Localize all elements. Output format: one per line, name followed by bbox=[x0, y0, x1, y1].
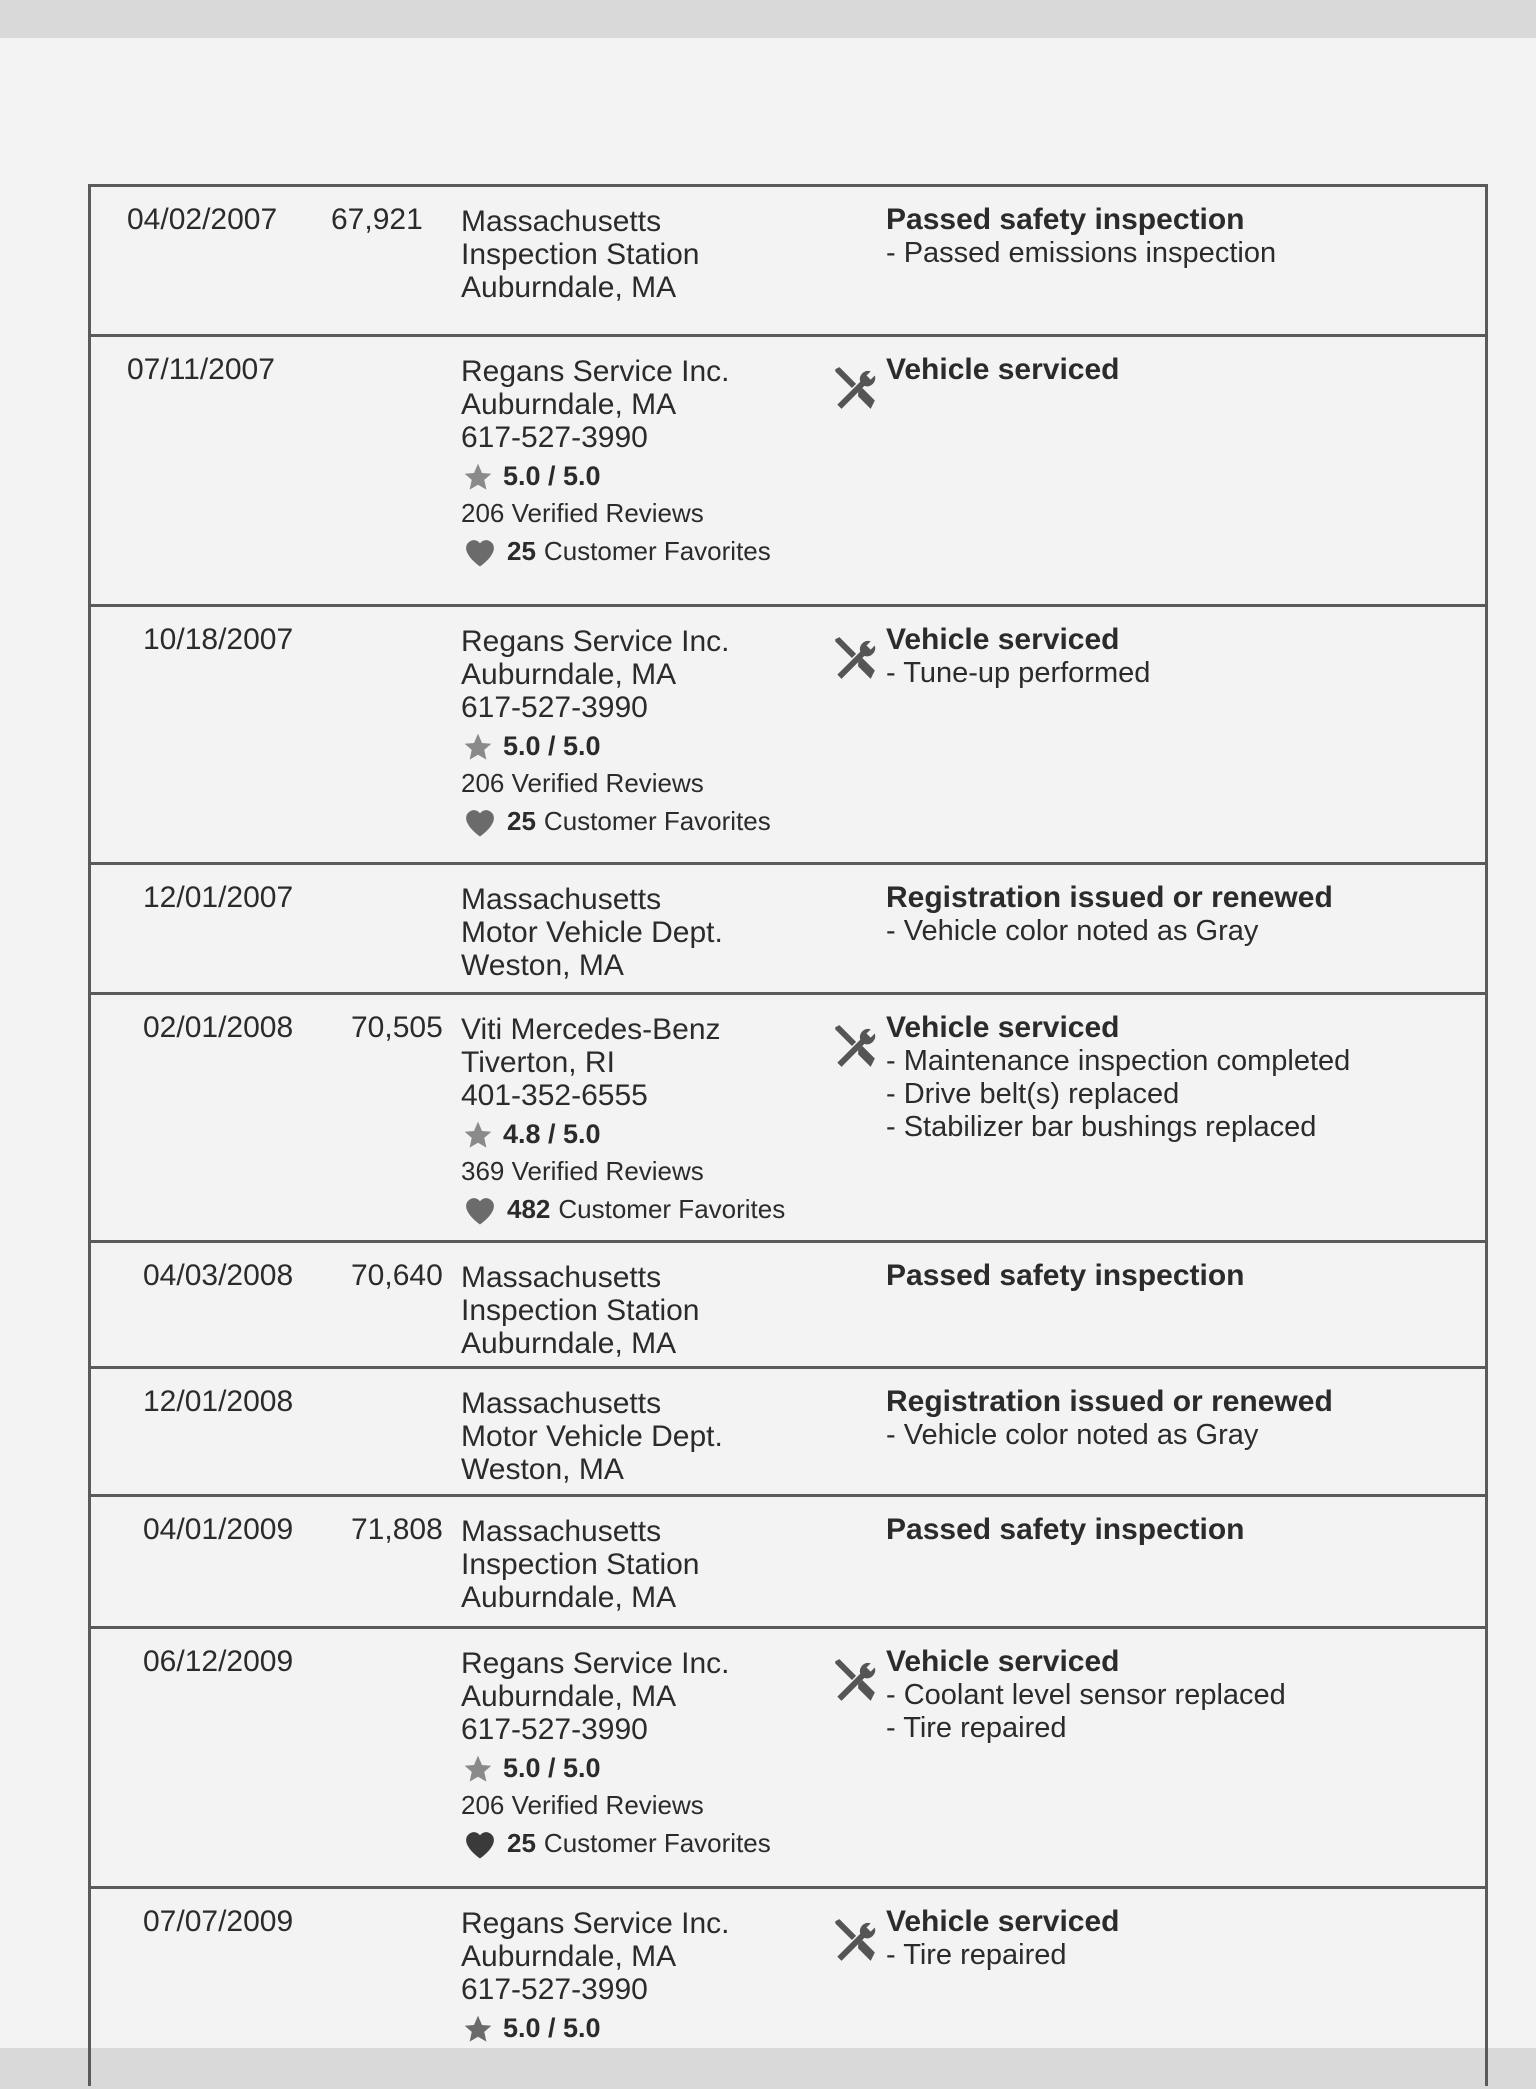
rating-value: 5.0 / 5.0 bbox=[503, 461, 601, 491]
record-events bbox=[886, 353, 1120, 387]
event-title: Vehicle serviced bbox=[886, 623, 1120, 656]
source-line: Massachusetts bbox=[461, 883, 662, 916]
wrench-screwdriver-icon bbox=[829, 633, 879, 683]
record-source bbox=[461, 1013, 785, 1226]
source-line: 617-527-3990 bbox=[461, 691, 648, 724]
record-source bbox=[461, 1907, 729, 2045]
favorites-label: Customer Favorites bbox=[543, 1827, 771, 1858]
record-source bbox=[461, 1515, 700, 1614]
record-date: 04/03/2008 bbox=[143, 1259, 294, 1292]
wrench-screwdriver-icon bbox=[829, 1915, 879, 1965]
record-events bbox=[886, 203, 1276, 270]
heart-icon bbox=[461, 804, 499, 838]
reviews-count: 206 Verified Reviews bbox=[461, 768, 704, 798]
event-detail: - Vehicle color noted as Gray bbox=[886, 915, 1259, 947]
rating-value: 5.0 / 5.0 bbox=[503, 1753, 601, 1783]
event-detail: - Maintenance inspection completed bbox=[886, 1045, 1351, 1077]
heart-icon bbox=[461, 1192, 499, 1226]
source-line: Auburndale, MA bbox=[461, 271, 677, 304]
record-date: 07/07/2009 bbox=[143, 1905, 294, 1938]
event-title: Vehicle serviced bbox=[886, 1905, 1120, 1938]
heart-icon bbox=[461, 1826, 499, 1860]
reviews-count: 206 Verified Reviews bbox=[461, 498, 704, 528]
favorites-label: Customer Favorites bbox=[558, 1193, 786, 1224]
rating bbox=[461, 730, 771, 763]
source-line: Motor Vehicle Dept. bbox=[461, 916, 723, 949]
record-date: 10/18/2007 bbox=[143, 623, 294, 656]
favorites-label: Customer Favorites bbox=[543, 805, 771, 836]
wrench-screwdriver-icon bbox=[829, 1655, 879, 1705]
event-title: Vehicle serviced bbox=[886, 1011, 1120, 1044]
record-events bbox=[886, 623, 1150, 690]
record-odometer: 70,505 bbox=[351, 1011, 443, 1044]
record-source bbox=[461, 1647, 771, 1860]
table-row bbox=[91, 995, 1485, 1243]
star-icon bbox=[461, 731, 495, 763]
record-events bbox=[886, 1385, 1333, 1452]
source-line: Weston, MA bbox=[461, 949, 624, 982]
event-detail: - Coolant level sensor replaced bbox=[886, 1679, 1286, 1711]
source-line: 617-527-3990 bbox=[461, 1713, 648, 1746]
favorites bbox=[461, 804, 771, 838]
event-detail: - Stabilizer bar bushings replaced bbox=[886, 1111, 1317, 1143]
heart-icon bbox=[461, 534, 499, 568]
record-date: 07/11/2007 bbox=[127, 353, 275, 386]
source-line: Regans Service Inc. bbox=[461, 1647, 730, 1680]
table-row bbox=[91, 1889, 1485, 2089]
favorites-count: 25 bbox=[507, 535, 536, 566]
rating-value: 5.0 / 5.0 bbox=[503, 2013, 601, 2043]
source-line: Weston, MA bbox=[461, 1453, 624, 1486]
record-odometer: 71,808 bbox=[351, 1513, 443, 1546]
record-events bbox=[886, 1513, 1244, 1547]
star-icon bbox=[461, 1119, 495, 1151]
record-events bbox=[886, 881, 1333, 948]
record-events bbox=[886, 1905, 1120, 1972]
source-line: 617-527-3990 bbox=[461, 1973, 648, 2006]
source-line: 617-527-3990 bbox=[461, 421, 648, 454]
source-line: Massachusetts bbox=[461, 205, 662, 238]
favorites-count: 25 bbox=[507, 805, 536, 836]
source-line: 401-352-6555 bbox=[461, 1079, 648, 1112]
table-row bbox=[91, 1497, 1485, 1629]
record-source bbox=[461, 625, 771, 838]
record-date: 04/02/2007 bbox=[127, 203, 278, 236]
source-line: Massachusetts bbox=[461, 1261, 662, 1294]
event-detail: - Vehicle color noted as Gray bbox=[886, 1419, 1259, 1451]
wrench-screwdriver-icon bbox=[829, 363, 879, 413]
rating-value: 4.8 / 5.0 bbox=[503, 1119, 601, 1149]
favorites bbox=[461, 534, 771, 568]
record-date: 06/12/2009 bbox=[143, 1645, 294, 1678]
table-row bbox=[91, 1629, 1485, 1889]
event-detail: - Tire repaired bbox=[886, 1939, 1067, 1971]
record-source bbox=[461, 1387, 723, 1486]
paper-sheet bbox=[0, 38, 1536, 2048]
reviews-count: 369 Verified Reviews bbox=[461, 1156, 704, 1186]
event-title: Passed safety inspection bbox=[886, 203, 1245, 236]
record-odometer: 70,640 bbox=[351, 1259, 443, 1292]
record-events bbox=[886, 1645, 1286, 1745]
event-title: Passed safety inspection bbox=[886, 1513, 1245, 1546]
event-detail: - Passed emissions inspection bbox=[886, 237, 1277, 269]
wrench-screwdriver-icon bbox=[829, 1021, 879, 1071]
favorites-count: 482 bbox=[507, 1193, 551, 1224]
record-date: 04/01/2009 bbox=[143, 1513, 294, 1546]
source-line: Inspection Station bbox=[461, 1294, 700, 1327]
record-events bbox=[886, 1259, 1244, 1293]
source-line: Auburndale, MA bbox=[461, 1680, 677, 1713]
source-line: Motor Vehicle Dept. bbox=[461, 1420, 723, 1453]
source-line: Inspection Station bbox=[461, 238, 700, 271]
favorites bbox=[461, 1192, 785, 1226]
event-title: Vehicle serviced bbox=[886, 353, 1120, 386]
rating-value: 5.0 / 5.0 bbox=[503, 731, 601, 761]
source-line: Auburndale, MA bbox=[461, 1327, 677, 1360]
event-detail: - Tune-up performed bbox=[886, 657, 1151, 689]
table-row bbox=[91, 1369, 1485, 1497]
rating bbox=[461, 1752, 771, 1785]
source-line: Inspection Station bbox=[461, 1548, 700, 1581]
event-title: Passed safety inspection bbox=[886, 1259, 1245, 1292]
source-line: Auburndale, MA bbox=[461, 1940, 677, 1973]
table-row bbox=[91, 337, 1485, 607]
event-title: Vehicle serviced bbox=[886, 1645, 1120, 1678]
vehicle-history-table bbox=[88, 184, 1488, 2086]
event-detail: - Tire repaired bbox=[886, 1712, 1067, 1744]
record-date: 12/01/2007 bbox=[143, 881, 294, 914]
record-source bbox=[461, 355, 771, 568]
event-title: Registration issued or renewed bbox=[886, 881, 1333, 914]
source-line: Auburndale, MA bbox=[461, 388, 677, 421]
record-odometer: 67,921 bbox=[331, 203, 423, 236]
star-icon bbox=[461, 1753, 495, 1785]
rating bbox=[461, 460, 771, 493]
rating bbox=[461, 1118, 785, 1151]
source-line: Massachusetts bbox=[461, 1515, 662, 1548]
source-line: Viti Mercedes-Benz bbox=[461, 1013, 721, 1046]
record-events bbox=[886, 1011, 1350, 1144]
table-row bbox=[91, 865, 1485, 995]
favorites bbox=[461, 1826, 771, 1860]
event-title: Registration issued or renewed bbox=[886, 1385, 1333, 1418]
reviews-count: 206 Verified Reviews bbox=[461, 1790, 704, 1820]
rating bbox=[461, 2012, 729, 2045]
source-line: Auburndale, MA bbox=[461, 658, 677, 691]
star-icon bbox=[461, 2013, 495, 2045]
source-line: Regans Service Inc. bbox=[461, 625, 730, 658]
source-line: Regans Service Inc. bbox=[461, 1907, 730, 1940]
record-source bbox=[461, 1261, 700, 1360]
favorites-count: 25 bbox=[507, 1827, 536, 1858]
record-date: 12/01/2008 bbox=[143, 1385, 294, 1418]
source-line: Tiverton, RI bbox=[461, 1046, 615, 1079]
table-row bbox=[91, 187, 1485, 337]
record-date: 02/01/2008 bbox=[143, 1011, 294, 1044]
table-row bbox=[91, 1243, 1485, 1369]
record-source bbox=[461, 883, 723, 982]
event-detail: - Drive belt(s) replaced bbox=[886, 1078, 1180, 1110]
table-row bbox=[91, 607, 1485, 865]
star-icon bbox=[461, 461, 495, 493]
source-line: Regans Service Inc. bbox=[461, 355, 730, 388]
record-source bbox=[461, 205, 700, 304]
favorites-label: Customer Favorites bbox=[543, 535, 771, 566]
source-line: Massachusetts bbox=[461, 1387, 662, 1420]
source-line: Auburndale, MA bbox=[461, 1581, 677, 1614]
